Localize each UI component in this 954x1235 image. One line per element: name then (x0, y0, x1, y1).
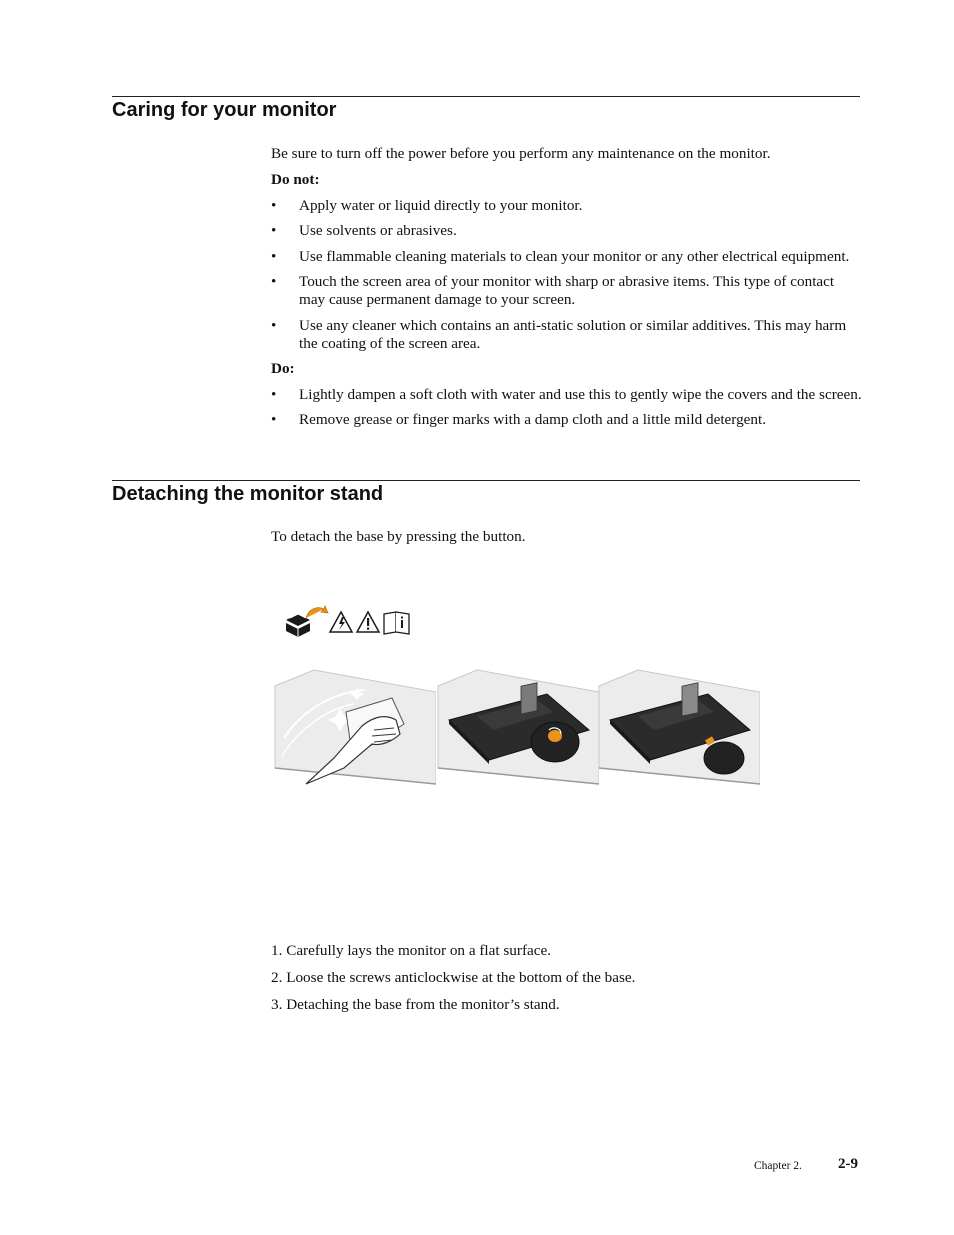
list-item (271, 386, 863, 404)
step-item: 1. Carefully lays the monitor on a flat surface. (271, 942, 552, 959)
bullet-icon: • (271, 197, 277, 214)
caring-intro: Be sure to turn off the power before you perform any maintenance on the monitor. (271, 145, 771, 162)
bullet-icon: • (271, 317, 277, 334)
step-item: 3. Detaching the base from the monitor’s stand. (271, 996, 560, 1013)
do-list (271, 386, 863, 429)
step-item: 2. Loose the screws anticlockwise at the bottom of the base. (271, 969, 636, 986)
bullet-icon: • (271, 248, 277, 265)
cleaning-cloth-illustration (274, 668, 436, 786)
page-number: 2-9 (838, 1156, 858, 1172)
caring-body (271, 145, 863, 429)
list-item-text: Use flammable cleaning materials to clean your monitor or any other electrical equipment. (299, 248, 850, 265)
list-item (271, 248, 863, 266)
bullet-icon: • (271, 222, 277, 239)
detach-intro: To detach the base by pressing the button. (271, 528, 526, 545)
caution-icon (357, 612, 379, 632)
bullet-icon: • (271, 411, 277, 428)
unbox-icon (286, 606, 328, 637)
list-item-text: Apply water or liquid directly to your monitor. (299, 197, 583, 214)
list-item-text: Lightly dampen a soft cloth with water and use this to gently wipe the covers and the screen. (299, 386, 862, 403)
donot-list (271, 197, 863, 353)
list-item-text: Use any cleaner which contains an anti-static solution or similar additives. This may harm the coating of the screen area. (299, 317, 847, 352)
detach-steps (271, 942, 863, 1014)
manual-info-icon (384, 612, 409, 634)
donot-label: Do not: (271, 171, 320, 188)
electric-hazard-icon (330, 612, 352, 632)
list-item-text: Use solvents or abrasives. (299, 222, 457, 239)
list-item-text: Touch the screen area of your monitor with sharp or abrasive items. This type of contact may cause permanent damage to your screen. (299, 273, 835, 308)
list-item (271, 411, 863, 429)
do-label: Do: (271, 360, 295, 377)
monitor-base-screw-illustration (437, 668, 599, 786)
list-item-text: Remove grease or finger marks with a damp cloth and a little mild detergent. (299, 411, 767, 428)
list-item (271, 317, 863, 353)
footer-chapter: Chapter 2. (754, 1160, 802, 1172)
section-rule-middle (112, 480, 860, 481)
bullet-icon: • (271, 386, 277, 403)
section-title-caring: Caring for your monitor (112, 99, 337, 121)
list-item (271, 273, 863, 309)
safety-icons (284, 604, 414, 642)
detach-base-illustration (598, 668, 760, 786)
section-rule-top (112, 96, 860, 97)
list-item (271, 197, 863, 215)
section-title-detaching: Detaching the monitor stand (112, 483, 384, 505)
bullet-icon: • (271, 273, 277, 290)
list-item (271, 222, 863, 240)
